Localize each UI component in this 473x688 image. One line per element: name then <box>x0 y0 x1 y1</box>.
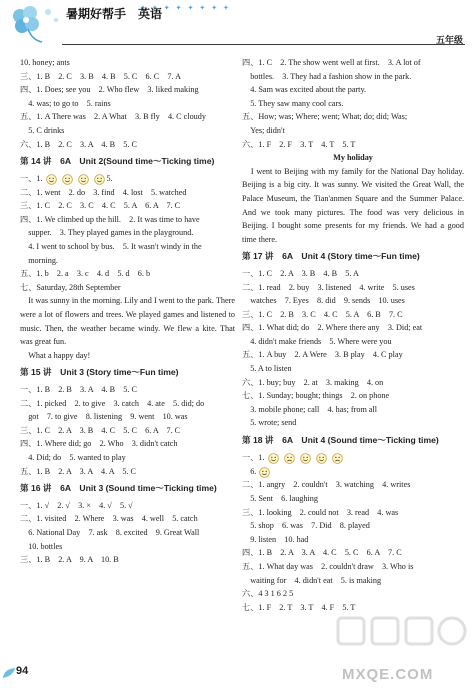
answer-line <box>20 553 235 567</box>
answer-text: 六、1. B 2. C 3. A 4. B 5. C <box>20 139 137 149</box>
answer-line <box>242 138 464 152</box>
leaf-icon <box>2 667 16 679</box>
answer-line <box>20 110 235 124</box>
answer-line <box>242 389 464 403</box>
page-header <box>0 0 473 46</box>
answer-line <box>242 124 464 138</box>
answer-text: 四、1. Where did; go 2. Who 3. didn't catch <box>20 439 178 449</box>
answer-text-suffix: 5. <box>106 173 113 183</box>
answer-text: watches 7. Eyes 8. did 9. sends 10. uses <box>242 296 405 306</box>
answer-text: Yes; didn't <box>242 125 285 135</box>
answer-text: 三、1. C 2. C 3. C 4. C 5. A 6. A 7. C <box>20 201 181 211</box>
answer-line <box>242 492 464 506</box>
answer-line <box>20 56 235 70</box>
answer-line <box>20 512 235 526</box>
face-icons <box>265 451 345 465</box>
watermark-text: MXQE.COM <box>342 666 434 683</box>
book-title: 暑期好帮手 英语 <box>66 7 163 21</box>
answer-text: 三、1. looking 2. could not 3. read 4. was <box>242 507 399 517</box>
answer-text: 一、1. <box>242 452 265 462</box>
answer-text: 五、1. A There was 2. A What 3. B fly 4. C cloudy <box>20 112 206 122</box>
answer-text: 第 14 讲 6A Unit 2(Sound time～Ticking time) <box>20 156 215 167</box>
lesson-heading <box>20 482 235 496</box>
answer-text: 二、1. visited 2. Where 3. was 4. well 5. catch <box>20 514 198 524</box>
answer-line <box>242 519 464 533</box>
answer-line <box>242 308 464 322</box>
answer-text: 5. C drinks <box>20 125 65 135</box>
face-icons <box>43 172 107 186</box>
answer-text: 五、1. b 2. a 3. c 4. d 5. d 6. b <box>20 269 151 279</box>
answer-text: 三、1. C 2. A 3. B 4. C 5. C 6. A 7. C <box>20 425 181 435</box>
answer-text: waiting for 4. didn't eat 5. is making <box>242 575 382 585</box>
left-answer-column <box>20 56 235 567</box>
answer-text: 6. National Day 7. ask 8. excited 9. Great Wall <box>20 527 200 537</box>
answer-text: 二、1. picked 2. to give 3. catch 4. ate 5. did; do <box>20 398 205 408</box>
answer-line <box>242 267 464 281</box>
answer-text: 五、How; was; Where; went; What; do; did; Was; <box>242 112 408 122</box>
answer-line <box>20 267 235 281</box>
smiley-face-icon <box>94 174 105 185</box>
answer-line <box>242 294 464 308</box>
answer-text: 四、1. We climbed up the hill. 2. It was time to have <box>20 214 200 224</box>
answer-line <box>20 281 235 295</box>
answer-line <box>20 240 235 254</box>
answer-text: 4. Did; do 5. wanted to play <box>20 452 126 462</box>
answer-line <box>20 70 235 84</box>
answer-text: 第 16 讲 6A Unit 3 (Sound time～Ticking time) <box>20 483 217 494</box>
answer-line <box>242 70 464 84</box>
answer-line <box>242 83 464 97</box>
answer-text: 七、1. Sunday; bought; things 2. on phone <box>242 391 390 401</box>
grade-label: 五年级 <box>435 35 463 45</box>
answer-text: 4. didn't make friends 5. Where were you <box>242 336 392 346</box>
answer-line <box>242 97 464 111</box>
answer-text: 五、1. B 2. A 3. A 4. A 5. C <box>20 466 137 476</box>
answer-line <box>242 533 464 547</box>
answer-line <box>20 424 235 438</box>
answer-text: 一、1. <box>20 173 43 183</box>
answer-line <box>20 499 235 513</box>
answer-line <box>20 186 235 200</box>
answer-text: 一、1. √ 2. √ 3. × 4. √ 5. √ <box>20 500 133 510</box>
answer-line <box>242 451 464 465</box>
answer-text: 10. bottles <box>20 541 63 551</box>
answer-text: 五、1. What day was 2. couldn't draw 3. Who is <box>242 562 414 572</box>
answer-line <box>242 110 464 124</box>
answer-text: What a happy day! <box>20 350 91 360</box>
answer-text: 第 18 讲 6A Unit 4 (Sound time～Ticking time) <box>242 435 439 446</box>
answer-text: 三、1. B 2. A 9. A 10. B <box>20 555 119 565</box>
answer-line <box>20 540 235 554</box>
answer-text: 三、1. C 2. B 3. C 4. C 5. A 6. B 7. C <box>242 309 403 319</box>
answer-text: 三、1. B 2. C 3. B 4. B 5. C 6. C 7. A <box>20 71 182 81</box>
smiley-face-icon <box>259 467 270 478</box>
essay-paragraph <box>20 294 235 348</box>
answer-line <box>242 560 464 574</box>
answer-line <box>20 526 235 540</box>
answer-line <box>20 97 235 111</box>
answer-text: 6. <box>242 466 257 476</box>
answer-text: 二、1. went 2. do 3. find 4. lost 5. watched <box>20 187 187 197</box>
lesson-heading <box>20 366 235 380</box>
face-icons <box>256 465 272 479</box>
sad-face-icon <box>332 453 343 464</box>
smiley-face-icon <box>62 174 73 185</box>
answer-line <box>20 226 235 240</box>
answer-line <box>242 465 464 479</box>
lesson-heading <box>242 250 464 264</box>
smiley-face-icon <box>300 453 311 464</box>
essay-paragraph <box>242 165 464 247</box>
answer-text: 四、1. C 2. The show went well at first. 3. A lot of <box>242 58 421 67</box>
answer-line <box>242 403 464 417</box>
smiley-face-icon <box>78 174 89 185</box>
answer-line <box>20 465 235 479</box>
answer-line <box>242 56 464 70</box>
answer-line <box>20 383 235 397</box>
answer-line <box>242 478 464 492</box>
answer-text: 4. I went to school by bus. 5. It wasn't windy in the <box>20 242 202 252</box>
answer-text: 一、1. C 2. A 3. B 4. B 5. A <box>242 268 359 278</box>
answer-text: 四、1. B 2. A 3. A 4. C 5. C 6. A 7. C <box>242 548 402 558</box>
right-answer-column <box>242 56 464 614</box>
answer-text: 5. shop 6. was 7. Did 8. played <box>242 521 370 531</box>
answer-text: 四、1. Does; see you 2. Who flew 3. liked making <box>20 85 199 95</box>
answer-line <box>242 281 464 295</box>
answer-line <box>242 376 464 390</box>
answer-line <box>242 506 464 520</box>
answer-text: 9. listen 10. had <box>242 534 309 544</box>
answer-line <box>242 321 464 335</box>
answer-text: 4. was; to go to 5. rains <box>20 98 111 108</box>
essay-title <box>242 151 464 165</box>
answer-text: 4. Sam was excited about the party. <box>242 85 367 95</box>
answer-text: 第 17 讲 6A Unit 4 (Story time～Fun time) <box>242 251 420 262</box>
decorative-stars: ✦✦✦✦✦✦✦✦ <box>140 4 235 12</box>
answer-text: 七、Saturday, 28th September <box>20 282 121 292</box>
answer-line <box>20 254 235 268</box>
answer-line <box>20 349 235 363</box>
answer-text: supper. 3. They played games in the playground. <box>20 228 194 238</box>
answer-text: 5. Sent 6. laughing <box>242 494 318 504</box>
smiley-face-icon <box>268 453 279 464</box>
answer-line <box>242 362 464 376</box>
clover-flower-icon <box>6 2 64 44</box>
answer-line <box>20 410 235 424</box>
smiley-face-icon <box>46 174 57 185</box>
answer-text: morning. <box>20 255 58 265</box>
lesson-heading <box>20 155 235 169</box>
answer-line <box>20 124 235 138</box>
answer-line <box>20 83 235 97</box>
answer-line <box>20 397 235 411</box>
answer-line <box>20 451 235 465</box>
answer-text: 五、1. A buy 2. A Were 3. B play 4. C play <box>242 350 403 360</box>
answer-line <box>242 335 464 349</box>
answer-line <box>242 348 464 362</box>
answer-text: 七、1. F 2. T 3. T 4. F 5. T <box>242 602 356 612</box>
answer-line <box>242 574 464 588</box>
answer-text: 四、1. What did; do 2. Where there any 3. Did; eat <box>242 323 423 333</box>
answer-text: 二、1. read 2. buy 3. listened 4. write 5. uses <box>242 282 415 292</box>
lesson-heading <box>242 434 464 448</box>
answer-line <box>20 138 235 152</box>
answer-line <box>20 213 235 227</box>
sad-face-icon <box>284 453 295 464</box>
answer-text: 第 15 讲 Unit 3 (Story time～Fun time) <box>20 367 179 378</box>
page-number: 94 <box>16 665 29 677</box>
answer-text: 10. honey; ants <box>20 58 70 67</box>
answer-line <box>20 437 235 451</box>
answer-text: 3. mobile phone; call 4. has; from all <box>242 404 378 414</box>
answer-text: It was sunny in the morning. Lily and I went to the park. There were a lot of flowers and trees. We played games and listened to music. Then, the weather became windy. We flew a kite. That was great fun. <box>20 296 235 347</box>
answer-line <box>242 416 464 430</box>
answer-text: got 7. to give 8. listening 9. went 10. was <box>20 412 188 422</box>
answer-text: I went to Beijing with my family for the National Day holiday. Beijing is a big city. It was sunny. We visited the Great Wall, the Palace Museum, the Tian'anmen Square and the Summer Palace. And we took many pictures. The food was very delicious in Beijing. I bought some presents for my friends. We had a good time there. <box>242 166 464 244</box>
answer-text: My holiday <box>333 153 373 163</box>
answer-text: 六、4 3 1 6 2 5 <box>242 589 294 599</box>
answer-text: 5. They saw many cool cars. <box>242 98 344 108</box>
answer-text: 二、1. angry 2. couldn't 3. watching 4. writes <box>242 480 411 490</box>
answer-text: 六、1. F 2. F 3. T 4. T 5. T <box>242 139 356 149</box>
header-divider <box>62 44 465 45</box>
answer-line <box>20 172 235 186</box>
answer-text: 5. wrote; send <box>242 418 297 428</box>
answer-text: bottles. 3. They had a fashion show in the park. <box>242 71 412 81</box>
answer-line <box>20 199 235 213</box>
answer-text: 5. A to listen <box>242 364 292 374</box>
answer-line <box>242 546 464 560</box>
answer-line <box>242 587 464 601</box>
answer-text: 六、1. buy; buy 2. at 3. making 4. on <box>242 377 384 387</box>
smiley-face-icon <box>316 453 327 464</box>
answer-text: 一、1. B 2. B 3. A 4. B 5. C <box>20 384 137 394</box>
